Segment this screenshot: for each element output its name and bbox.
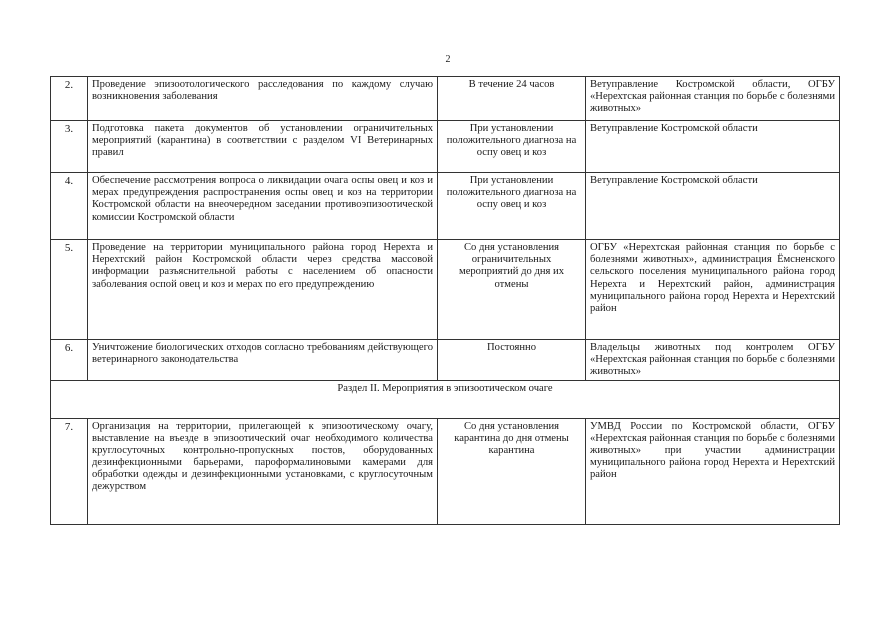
row-term: При установлении положительного диагноза на оспу овец и коз: [438, 173, 586, 240]
row-responsible: ОГБУ «Нерехтская районная станция по борьбе с болезнями животных», администрация Ёмсненского сельского поселения муниципального района город Нерехта и Нерехтский район, администрация муниципального района город Нерехта и Нерехтский район: [586, 240, 840, 340]
row-number: 7.: [51, 418, 88, 524]
row-term: При установлении положительного диагноза на оспу овец и коз: [438, 121, 586, 173]
table-row: [51, 121, 840, 173]
table-row: [51, 77, 840, 121]
row-number: 3.: [51, 121, 88, 173]
section-row: [51, 380, 840, 418]
row-action: Проведение на территории муниципального района город Нерехта и Нерехтский район Костромской области через средства массовой информации разъяснительной работы с населением об опасности заболевания оспой овец и коз и мерах по его предупреждению: [88, 240, 438, 340]
row-term: Со дня установления ограничительных мероприятий до дня их отмены: [438, 240, 586, 340]
row-term: Постоянно: [438, 340, 586, 381]
row-responsible: Ветуправление Костромской области: [586, 173, 840, 240]
row-number: 6.: [51, 340, 88, 381]
row-responsible: Ветуправление Костромской области: [586, 121, 840, 173]
row-responsible: УМВД России по Костромской области, ОГБУ «Нерехтская районная станция по борьбе с болезнями животных» при участии администрации муниципального района город Нерехта и Нерехтский район: [586, 418, 840, 524]
table-row: [51, 240, 840, 340]
measures-table: [50, 76, 840, 525]
row-number: 5.: [51, 240, 88, 340]
row-action: Уничтожение биологических отходов согласно требованиям действующего ветеринарного законодательства: [88, 340, 438, 381]
row-term: В течение 24 часов: [438, 77, 586, 121]
row-number: 4.: [51, 173, 88, 240]
row-action: Обеспечение рассмотрения вопроса о ликвидации очага оспы овец и коз и мерах предупреждения распространения оспы овец и коз на территории Костромской области на внеочередном заседании противоэпизоотической комиссии Костромской области: [88, 173, 438, 240]
page-number: 2: [445, 54, 451, 65]
table-row: [51, 340, 840, 381]
table-row: [51, 173, 840, 240]
row-action: Подготовка пакета документов об установлении ограничительных мероприятий (карантина) в соответствии с разделом VI Ветеринарных правил: [88, 121, 438, 173]
row-term: Со дня установления карантина до дня отмены карантина: [438, 418, 586, 524]
row-number: 2.: [51, 77, 88, 121]
row-responsible: Владельцы животных под контролем ОГБУ «Нерехтская районная станция по борьбе с болезнями животных»: [586, 340, 840, 381]
row-responsible: Ветуправление Костромской области, ОГБУ «Нерехтская районная станция по борьбе с болезнями животных»: [586, 77, 840, 121]
row-action: Проведение эпизоотологического расследования по каждому случаю возникновения заболевания: [88, 77, 438, 121]
table-row: [51, 418, 840, 524]
row-action: Организация на территории, прилегающей к эпизоотическому очагу, выставление на въезде в эпизоотический очаг необходимого количества круглосуточных контрольно-пропускных постов, оборудованных дезинфекционными барьерами, пароформалиновыми камерами для обработки одежды и дезинфекционными установками, с круглосуточным дежурством: [88, 418, 438, 524]
section-title: Раздел II. Мероприятия в эпизоотическом очаге: [51, 380, 840, 418]
